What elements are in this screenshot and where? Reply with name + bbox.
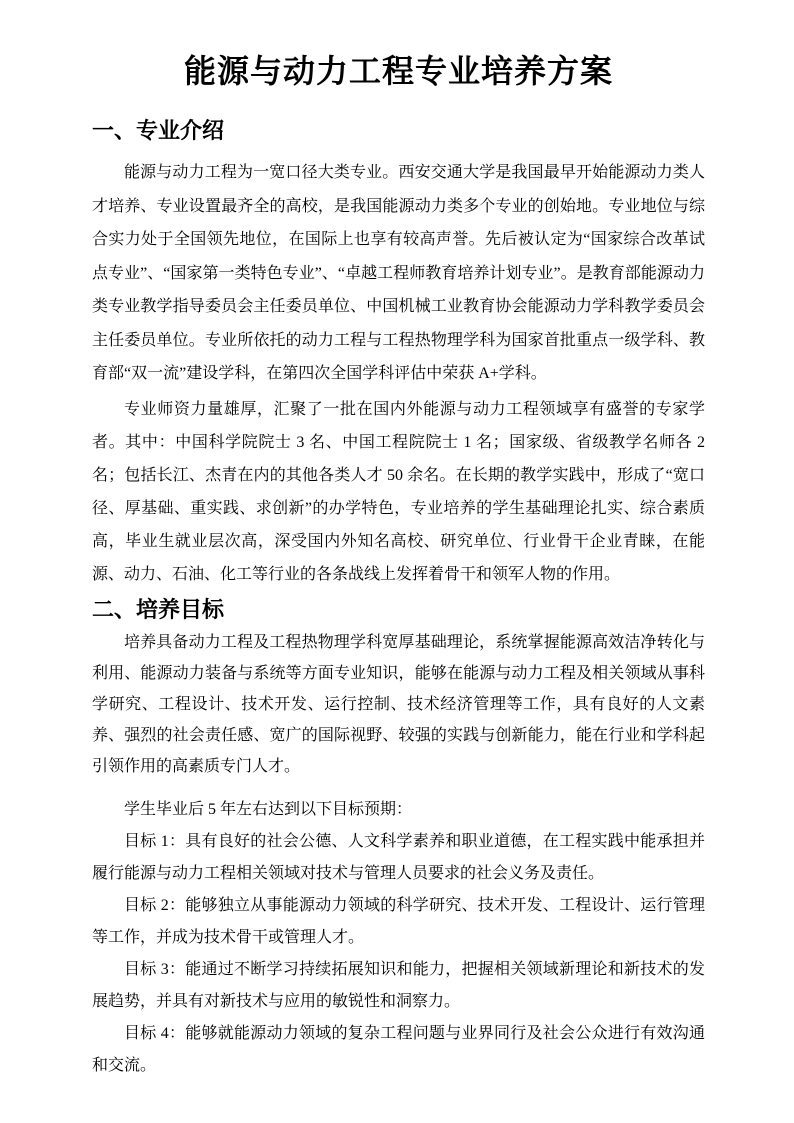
paragraph-objectives-overview: 培养具备动力工程及工程热物理学科宽厚基础理论，系统掌握能源高效洁净转化与利用、能源动力装备与系统等方面专业知识，能够在能源与动力工程及相关领域从事科学研究、工程设计、技术开发、运行控制、技术经济管理等工作，具有良好的人文素养、强烈的社会责任感、宽广的国际视野、较强的实践与创新能力，能在行业和学科起引领作用的高素质专门人才。: [92, 633, 705, 775]
paragraph-introduction-1: 能源与动力工程为一宽口径大类专业。西安交通大学是我国最早开始能源动力类人才培养、专业设置最齐全的高校，是我国能源动力类多个专业的创始地。专业地位与综合实力处于全国领先地位，在国际上也享有较高声誉。先后被认定为“国家综合改革试点专业”、“国家第一类特色专业”、“卓越工程师教育培养计划专业”。是教育部能源动力类专业教学指导委员会主任委员单位、中国机械工业教育协会能源动力学科教学委员会主任委员单位。专业所依托的动力工程与工程热物理学科为国家首批重点一级学科、教育部“双一流”建设学科，在第四次全国学科评估中荣获 A+学科。: [92, 164, 705, 382]
goal-paragraph-2: 目标 2：能够独立从事能源动力领域的科学研究、技术开发、工程设计、运行管理等工作，并成为技术骨干或管理人才。: [92, 896, 705, 946]
section-heading-introduction: 一、专业介绍: [92, 118, 225, 143]
goal-paragraph-3: 目标 3：能通过不断学习持续拓展知识和能力，把握相关领域新理论和新技术的发展趋势，并具有对新技术与应用的敏锐性和洞察力。: [92, 960, 705, 1010]
document-title: 能源与动力工程专业培养方案: [183, 53, 613, 89]
paragraph-goals-leadin: 学生毕业后 5 年左右达到以下目标预期：: [124, 800, 413, 818]
goal-paragraph-1: 目标 1：具有良好的社会公德、人文科学素养和职业道德，在工程实践中能承担并履行能源与动力工程相关领域对技术与管理人员要求的社会义务及责任。: [92, 832, 705, 882]
paragraph-introduction-2: 专业师资力量雄厚，汇聚了一批在国内外能源与动力工程领域享有盛誉的专家学者。其中：中国科学院院士 3 名、中国工程院院士 1 名；国家级、省级教学名师各 2 名；包括长江、杰青在内的其他各类人才 50 余名。在长期的教学实践中，形成了“宽口径、厚基础、重实践、求创新”的办学特色，专业培养的学生基础理论扎实、综合素质高，毕业生就业层次高，深受国内外知名高校、研究单位、行业骨干企业青睐，在能源、动力、石油、化工等行业的各条战线上发挥着骨干和领军人物的作用。: [92, 400, 705, 583]
goal-paragraph-4: 目标 4：能够就能源动力领域的复杂工程问题与业界同行及社会公众进行有效沟通和交流。: [92, 1024, 705, 1074]
section-heading-objectives: 二、培养目标: [92, 596, 225, 622]
